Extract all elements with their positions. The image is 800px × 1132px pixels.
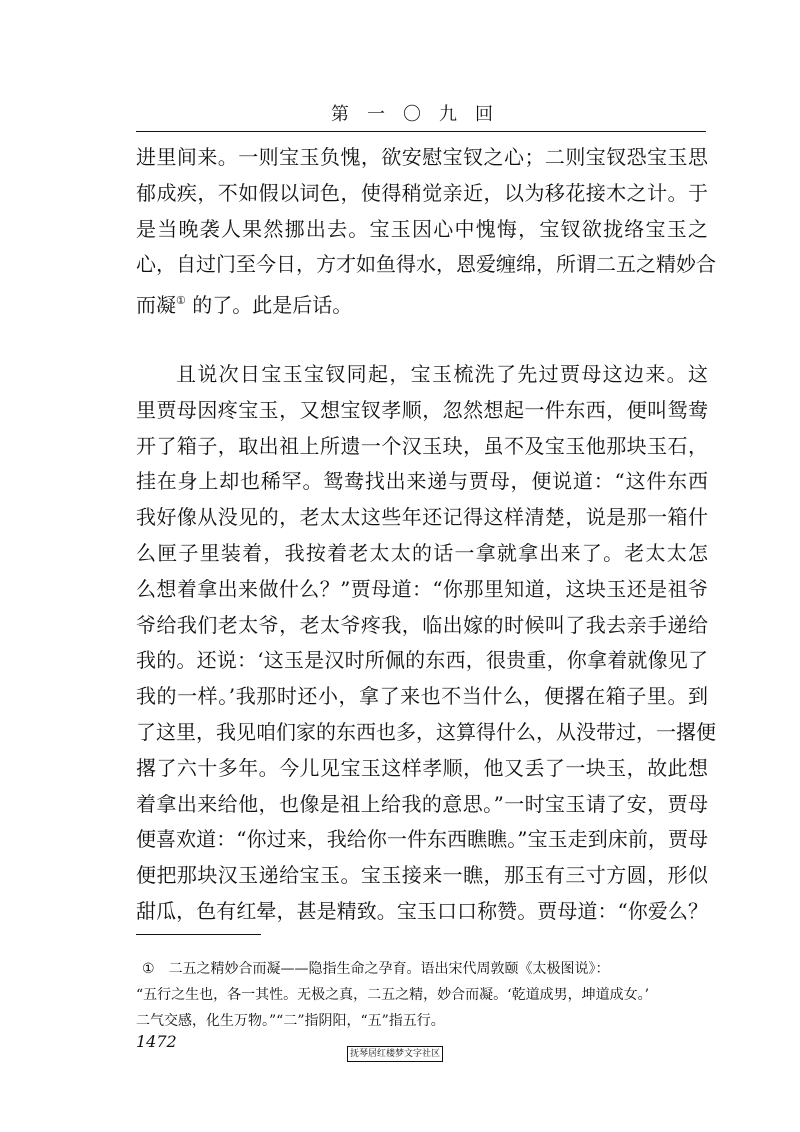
text-fragment: 而凝 xyxy=(136,293,176,318)
text-line: 么匣子里装着，我按着老太太的话一拿就拿出来了。老太太怎 xyxy=(136,540,708,565)
page-number: 1472 xyxy=(136,1032,177,1051)
text-line: 么想着拿出来做什么？”贾母道：“你那里知道，这块玉还是祖爷 xyxy=(136,576,708,601)
text-line: 爷给我们老太爷，老太爷疼我，临出嫁的时候叫了我去亲手递给 xyxy=(136,612,708,637)
footnote-rule xyxy=(136,934,261,935)
text-line: 便把那块汉玉递给宝玉。宝玉接来一瞧，那玉有三寸方圆，形似 xyxy=(136,863,708,888)
footnote-text: 二五之精妙合而凝——隐指生命之孕育。语出宋代周敦颐《太极图说》： xyxy=(168,961,610,977)
footnote-line: “五行之生也，各一其性。无极之真，二五之精，妙合而凝。‘乾道成男，坤道成女。’ xyxy=(136,987,650,1003)
text-line: 进里间来。一则宝玉负愧，欲安慰宝钗之心；二则宝钗恐宝玉思 xyxy=(136,145,708,169)
text-line-last xyxy=(136,283,708,319)
watermark-stamp: 抚琴居红楼梦文字社区 xyxy=(347,1046,443,1062)
chapter-header: 第一〇九回 xyxy=(331,104,511,125)
text-line: 心，自过门至今日，方才如鱼得水，恩爱缠绵，所谓二五之精妙合 xyxy=(136,252,716,277)
footnote-line: 二气交感，化生万物。”“二”指阴阳，“五”指五行。 xyxy=(136,1013,445,1029)
text-line: 郁成疾，不如假以词色，使得稍觉亲近，以为移花接木之计。于 xyxy=(136,180,708,205)
text-line: 我的。还说：‘这玉是汉时所佩的东西，很贵重，你拿着就像见了 xyxy=(136,648,708,673)
text-line: 是当晚袭人果然挪出去。宝玉因心中愧悔，宝钗欲拢络宝玉之 xyxy=(136,216,708,241)
text-line-indented: 且说次日宝玉宝钗同起，宝玉梳洗了先过贾母这边来。这 xyxy=(176,362,708,386)
text-line: 了这里，我见咱们家的东西也多，这算得什么，从没带过，一撂便 xyxy=(136,719,716,744)
text-fragment: 的了。此是后话。 xyxy=(185,293,353,318)
header-rule xyxy=(136,131,706,132)
paragraph-2 xyxy=(136,357,716,930)
text-line: 着拿出来给他，也像是祖上给我的意思。”一时宝玉请了安，贾母 xyxy=(136,791,708,816)
text-line: 便喜欢道：“你过来，我给你一件东西瞧瞧。”宝玉走到床前，贾母 xyxy=(136,827,708,852)
footnote-reference: ① xyxy=(176,294,186,308)
text-line: 撂了六十多年。今儿见宝玉这样孝顺，他又丢了一块玉，故此想 xyxy=(136,755,708,780)
text-line: 挂在身上却也稀罕。鸳鸯找出来递与贾母，便说道：“这件东西 xyxy=(136,469,708,494)
text-line: 我好像从没见的，老太太这些年还记得这样清楚，说是那一箱什 xyxy=(136,505,708,530)
text-line: 开了箱子，取出祖上所遗一个汉玉玦，虽不及宝玉他那块玉石， xyxy=(136,433,708,458)
paragraph-1 xyxy=(136,140,716,319)
text-line: 里贾母因疼宝玉，又想宝钗孝顺，忽然想起一件东西，便叫鸳鸯 xyxy=(136,397,708,422)
text-line: 我的一样。’我那时还小，拿了来也不当什么，便撂在箱子里。到 xyxy=(136,684,708,709)
footnote-marker: ① xyxy=(142,961,155,977)
footnote xyxy=(136,956,708,1034)
footnote-line xyxy=(136,956,708,982)
text-line: 甜瓜，色有红晕，甚是精致。宝玉口口称赞。贾母道：“你爱么？ xyxy=(136,898,708,923)
